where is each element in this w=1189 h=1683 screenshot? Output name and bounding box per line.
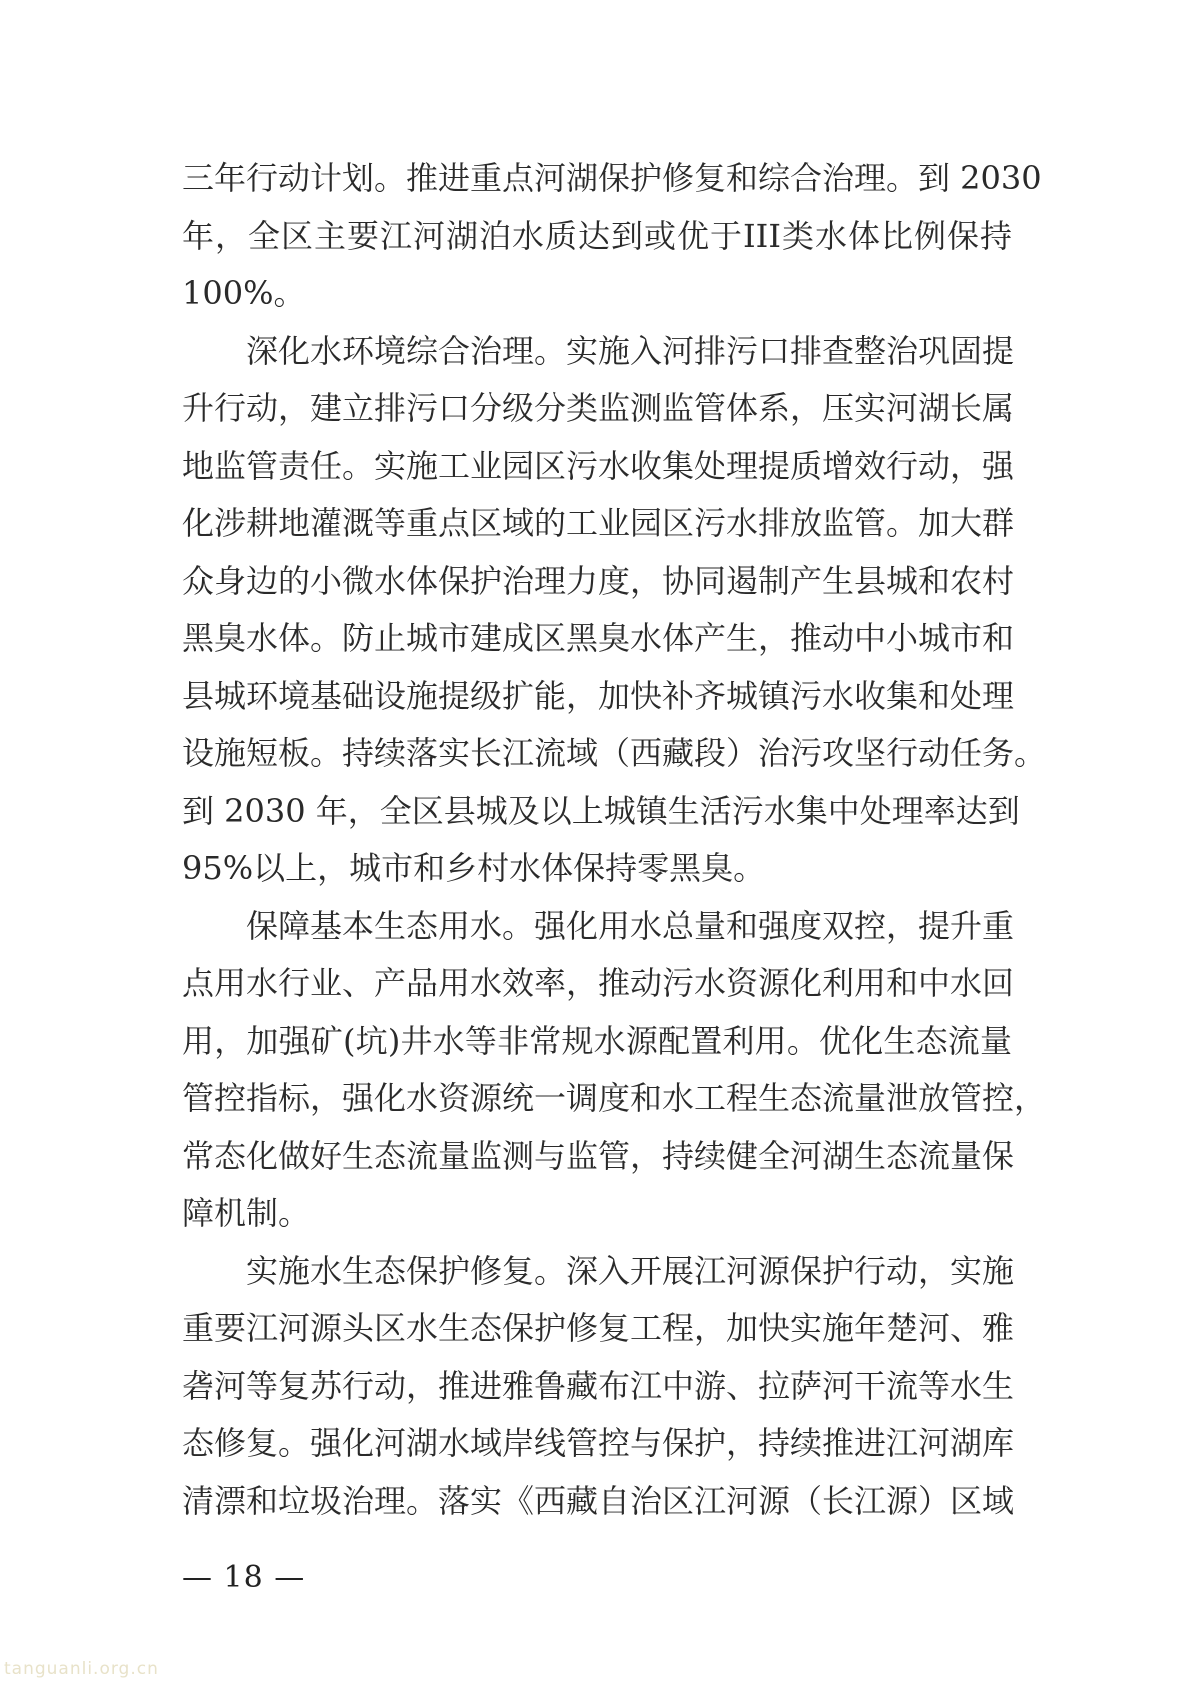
text-line: 化涉耕地灌溉等重点区域的工业园区污水排放监管。加大群	[182, 504, 1015, 542]
text-line: 到 2030 年，全区县城及以上城镇生活污水集中处理率达到	[182, 791, 1020, 830]
text-line: 重要江河源头区水生态保护修复工程，加快实施年楚河、雅	[182, 1309, 1015, 1347]
text-line: 管控指标，强化水资源统一调度和水工程生态流量泄放管控，	[182, 1079, 1047, 1117]
text-line: 100%。	[182, 274, 306, 312]
watermark: tanguanli.org.cn	[4, 1659, 159, 1679]
text-line: 县城环境基础设施提级扩能，加快补齐城镇污水收集和处理	[182, 676, 1015, 715]
text-line: 障机制。	[182, 1194, 311, 1232]
paragraph-start-line: 保障基本生态用水。强化用水总量和强度双控，提升重	[246, 906, 1015, 945]
paragraph-start-line: 实施水生态保护修复。深入开展江河源保护行动，实施	[246, 1251, 1015, 1290]
text-line: 众身边的小微水体保护治理力度，协同遏制产生县城和农村	[182, 561, 1015, 600]
page-number: — 18 —	[182, 1560, 306, 1595]
text-line: 点用水行业、产品用水效率，推动污水资源化利用和中水回	[182, 964, 1015, 1002]
text-line: 地监管责任。实施工业园区污水收集处理提质增效行动，强	[182, 446, 1015, 485]
text-line: 设施短板。持续落实长江流域（西藏段）治污攻坚行动任务。	[182, 734, 1047, 772]
text-line: 95%以上，城市和乡村水体保持零黑臭。	[182, 849, 766, 887]
text-line: 三年行动计划。推进重点河湖保护修复和综合治理。到 2030	[182, 159, 1042, 197]
text-line: 年，全区主要江河湖泊水质达到或优于III类水体比例保持	[182, 216, 1012, 255]
text-line: 升行动，建立排污口分级分类监测监管体系，压实河湖长属	[182, 389, 1015, 427]
text-line: 态修复。强化河湖水域岸线管控与保护，持续推进江河湖库	[182, 1424, 1015, 1462]
text-line: 常态化做好生态流量监测与监管，持续健全河湖生态流量保	[182, 1136, 1015, 1175]
body-text	[182, 150, 1047, 1530]
text-line: 清漂和垃圾治理。落实《西藏自治区江河源（长江源）区域	[182, 1481, 1015, 1520]
paragraph-start-line: 深化水环境综合治理。实施入河排污口排查整治巩固提	[246, 331, 1015, 370]
text-line: 用，加强矿(坑)井水等非常规水源配置利用。优化生态流量	[182, 1021, 1012, 1060]
text-line: 黑臭水体。防止城市建成区黑臭水体产生，推动中小城市和	[182, 619, 1015, 657]
text-line: 砻河等复苏行动，推进雅鲁藏布江中游、拉萨河干流等水生	[182, 1366, 1015, 1405]
